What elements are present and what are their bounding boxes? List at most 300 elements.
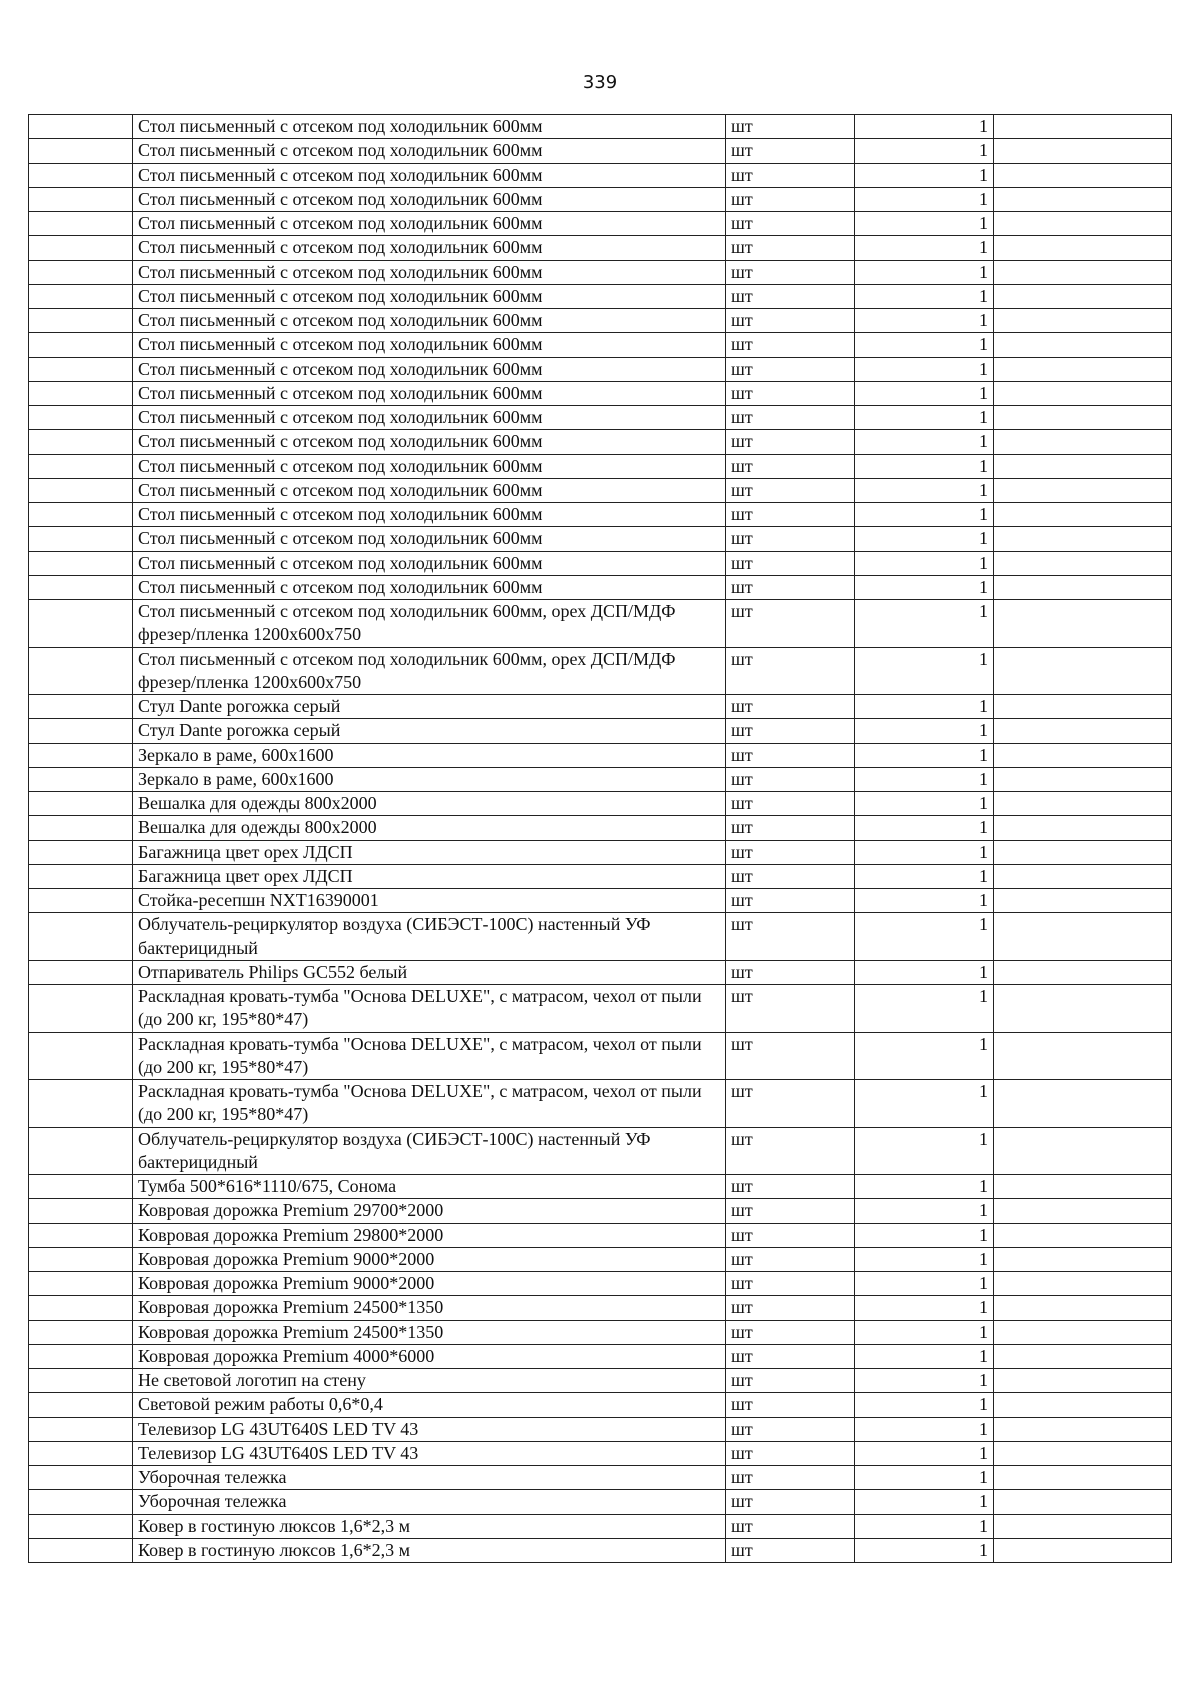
note-cell bbox=[994, 1466, 1172, 1490]
note-cell bbox=[994, 527, 1172, 551]
row-index-cell bbox=[29, 1417, 133, 1441]
item-name-cell: Стол письменный с отсеком под холодильник 600мм bbox=[133, 454, 726, 478]
note-cell bbox=[994, 1514, 1172, 1538]
row-index-cell bbox=[29, 333, 133, 357]
unit-cell: шт bbox=[726, 551, 855, 575]
item-name-cell: Ковер в гостиную люксов 1,6*2,3 м bbox=[133, 1538, 726, 1562]
quantity-cell: 1 bbox=[855, 1175, 994, 1199]
item-name-cell: Стул Dante рогожка серый bbox=[133, 719, 726, 743]
note-cell bbox=[994, 406, 1172, 430]
note-cell bbox=[994, 767, 1172, 791]
table-row bbox=[29, 960, 1172, 984]
table-row bbox=[29, 115, 1172, 139]
table-row bbox=[29, 1080, 1172, 1128]
table-row bbox=[29, 1417, 1172, 1441]
row-index-cell bbox=[29, 767, 133, 791]
quantity-cell: 1 bbox=[855, 1032, 994, 1080]
item-name-cell: Стол письменный с отсеком под холодильник 600мм bbox=[133, 357, 726, 381]
table-row bbox=[29, 1466, 1172, 1490]
table-row bbox=[29, 840, 1172, 864]
row-index-cell bbox=[29, 816, 133, 840]
inventory-table bbox=[28, 114, 1172, 1563]
row-index-cell bbox=[29, 600, 133, 648]
table-row bbox=[29, 1490, 1172, 1514]
table-row bbox=[29, 1320, 1172, 1344]
quantity-cell: 1 bbox=[855, 357, 994, 381]
unit-cell: шт bbox=[726, 816, 855, 840]
note-cell bbox=[994, 260, 1172, 284]
quantity-cell: 1 bbox=[855, 647, 994, 695]
unit-cell: шт bbox=[726, 1127, 855, 1175]
quantity-cell: 1 bbox=[855, 719, 994, 743]
table-row bbox=[29, 503, 1172, 527]
row-index-cell bbox=[29, 454, 133, 478]
item-name-cell: Ковровая дорожка Premium 29700*2000 bbox=[133, 1199, 726, 1223]
note-cell bbox=[994, 1417, 1172, 1441]
table-row bbox=[29, 1199, 1172, 1223]
item-name-cell: Стол письменный с отсеком под холодильник 600мм bbox=[133, 163, 726, 187]
quantity-cell: 1 bbox=[855, 503, 994, 527]
unit-cell: шт bbox=[726, 260, 855, 284]
unit-cell: шт bbox=[726, 1175, 855, 1199]
row-index-cell bbox=[29, 260, 133, 284]
unit-cell: шт bbox=[726, 889, 855, 913]
table-row bbox=[29, 478, 1172, 502]
quantity-cell: 1 bbox=[855, 792, 994, 816]
table-row bbox=[29, 1514, 1172, 1538]
unit-cell: шт bbox=[726, 600, 855, 648]
row-index-cell bbox=[29, 1369, 133, 1393]
quantity-cell: 1 bbox=[855, 260, 994, 284]
note-cell bbox=[994, 1320, 1172, 1344]
table-row bbox=[29, 1441, 1172, 1465]
item-name-cell: Багажница цвет орех ЛДСП bbox=[133, 840, 726, 864]
table-row bbox=[29, 575, 1172, 599]
page-number: 339 bbox=[582, 72, 618, 93]
note-cell bbox=[994, 163, 1172, 187]
table-row bbox=[29, 816, 1172, 840]
item-name-cell: Ковровая дорожка Premium 24500*1350 bbox=[133, 1320, 726, 1344]
table-row bbox=[29, 1127, 1172, 1175]
note-cell bbox=[994, 575, 1172, 599]
item-name-cell: Стул Dante рогожка серый bbox=[133, 695, 726, 719]
item-name-cell: Стол письменный с отсеком под холодильник 600мм, орех ДСП/МДФ фрезер/пленка 1200х600х750 bbox=[133, 647, 726, 695]
unit-cell: шт bbox=[726, 985, 855, 1033]
item-name-cell: Стол письменный с отсеком под холодильник 600мм bbox=[133, 430, 726, 454]
quantity-cell: 1 bbox=[855, 960, 994, 984]
row-index-cell bbox=[29, 792, 133, 816]
note-cell bbox=[994, 284, 1172, 308]
note-cell bbox=[994, 960, 1172, 984]
quantity-cell: 1 bbox=[855, 478, 994, 502]
row-index-cell bbox=[29, 1032, 133, 1080]
table-row bbox=[29, 333, 1172, 357]
table-row bbox=[29, 913, 1172, 961]
unit-cell: шт bbox=[726, 960, 855, 984]
quantity-cell: 1 bbox=[855, 1127, 994, 1175]
quantity-cell: 1 bbox=[855, 985, 994, 1033]
quantity-cell: 1 bbox=[855, 1393, 994, 1417]
item-name-cell: Стол письменный с отсеком под холодильник 600мм bbox=[133, 139, 726, 163]
table-row bbox=[29, 163, 1172, 187]
quantity-cell: 1 bbox=[855, 1199, 994, 1223]
note-cell bbox=[994, 1441, 1172, 1465]
note-cell bbox=[994, 864, 1172, 888]
row-index-cell bbox=[29, 695, 133, 719]
quantity-cell: 1 bbox=[855, 139, 994, 163]
item-name-cell: Вешалка для одежды 800х2000 bbox=[133, 816, 726, 840]
note-cell bbox=[994, 743, 1172, 767]
note-cell bbox=[994, 840, 1172, 864]
unit-cell: шт bbox=[726, 792, 855, 816]
table-row bbox=[29, 527, 1172, 551]
row-index-cell bbox=[29, 115, 133, 139]
note-cell bbox=[994, 115, 1172, 139]
item-name-cell: Стол письменный с отсеком под холодильник 600мм bbox=[133, 551, 726, 575]
item-name-cell: Уборочная тележка bbox=[133, 1466, 726, 1490]
item-name-cell: Раскладная кровать-тумба "Основа DELUXE", с матрасом, чехол от пыли (до 200 кг, 195*80*47) bbox=[133, 985, 726, 1033]
row-index-cell bbox=[29, 478, 133, 502]
note-cell bbox=[994, 333, 1172, 357]
note-cell bbox=[994, 1199, 1172, 1223]
note-cell bbox=[994, 816, 1172, 840]
row-index-cell bbox=[29, 1320, 133, 1344]
unit-cell: шт bbox=[726, 212, 855, 236]
item-name-cell: Облучатель-рециркулятор воздуха (СИБЭСТ-100С) настенный УФ бактерицидный bbox=[133, 913, 726, 961]
table-row bbox=[29, 1296, 1172, 1320]
note-cell bbox=[994, 913, 1172, 961]
table-row bbox=[29, 1393, 1172, 1417]
unit-cell: шт bbox=[726, 719, 855, 743]
unit-cell: шт bbox=[726, 1344, 855, 1368]
note-cell bbox=[994, 1538, 1172, 1562]
item-name-cell: Вешалка для одежды 800х2000 bbox=[133, 792, 726, 816]
item-name-cell: Ковровая дорожка Premium 9000*2000 bbox=[133, 1247, 726, 1271]
quantity-cell: 1 bbox=[855, 695, 994, 719]
note-cell bbox=[994, 454, 1172, 478]
note-cell bbox=[994, 236, 1172, 260]
item-name-cell: Уборочная тележка bbox=[133, 1490, 726, 1514]
row-index-cell bbox=[29, 1175, 133, 1199]
note-cell bbox=[994, 357, 1172, 381]
item-name-cell: Зеркало в раме, 600х1600 bbox=[133, 767, 726, 791]
table-row bbox=[29, 647, 1172, 695]
item-name-cell: Тумба 500*616*1110/675, Сонома bbox=[133, 1175, 726, 1199]
table-row bbox=[29, 1032, 1172, 1080]
row-index-cell bbox=[29, 139, 133, 163]
note-cell bbox=[994, 139, 1172, 163]
item-name-cell: Стол письменный с отсеком под холодильник 600мм bbox=[133, 381, 726, 405]
unit-cell: шт bbox=[726, 647, 855, 695]
unit-cell: шт bbox=[726, 1441, 855, 1465]
row-index-cell bbox=[29, 743, 133, 767]
table-row bbox=[29, 719, 1172, 743]
unit-cell: шт bbox=[726, 284, 855, 308]
table-row bbox=[29, 864, 1172, 888]
quantity-cell: 1 bbox=[855, 889, 994, 913]
item-name-cell: Раскладная кровать-тумба "Основа DELUXE", с матрасом, чехол от пыли (до 200 кг, 195*80*47) bbox=[133, 1032, 726, 1080]
unit-cell: шт bbox=[726, 357, 855, 381]
note-cell bbox=[994, 792, 1172, 816]
table-row bbox=[29, 1223, 1172, 1247]
unit-cell: шт bbox=[726, 406, 855, 430]
row-index-cell bbox=[29, 1344, 133, 1368]
unit-cell: шт bbox=[726, 1247, 855, 1271]
item-name-cell: Ковровая дорожка Premium 24500*1350 bbox=[133, 1296, 726, 1320]
item-name-cell: Облучатель-рециркулятор воздуха (СИБЭСТ-100С) настенный УФ бактерицидный bbox=[133, 1127, 726, 1175]
item-name-cell: Ковровая дорожка Premium 4000*6000 bbox=[133, 1344, 726, 1368]
row-index-cell bbox=[29, 913, 133, 961]
quantity-cell: 1 bbox=[855, 1466, 994, 1490]
unit-cell: шт bbox=[726, 1490, 855, 1514]
unit-cell: шт bbox=[726, 1199, 855, 1223]
unit-cell: шт bbox=[726, 1466, 855, 1490]
unit-cell: шт bbox=[726, 1223, 855, 1247]
row-index-cell bbox=[29, 527, 133, 551]
note-cell bbox=[994, 1490, 1172, 1514]
table-row bbox=[29, 743, 1172, 767]
row-index-cell bbox=[29, 1296, 133, 1320]
row-index-cell bbox=[29, 985, 133, 1033]
unit-cell: шт bbox=[726, 864, 855, 888]
note-cell bbox=[994, 1272, 1172, 1296]
unit-cell: шт bbox=[726, 333, 855, 357]
row-index-cell bbox=[29, 1490, 133, 1514]
quantity-cell: 1 bbox=[855, 840, 994, 864]
table-row bbox=[29, 430, 1172, 454]
quantity-cell: 1 bbox=[855, 1344, 994, 1368]
quantity-cell: 1 bbox=[855, 1514, 994, 1538]
row-index-cell bbox=[29, 647, 133, 695]
item-name-cell: Зеркало в раме, 600х1600 bbox=[133, 743, 726, 767]
unit-cell: шт bbox=[726, 1080, 855, 1128]
table-row bbox=[29, 454, 1172, 478]
quantity-cell: 1 bbox=[855, 1223, 994, 1247]
row-index-cell bbox=[29, 1538, 133, 1562]
unit-cell: шт bbox=[726, 1032, 855, 1080]
note-cell bbox=[994, 430, 1172, 454]
note-cell bbox=[994, 1369, 1172, 1393]
row-index-cell bbox=[29, 889, 133, 913]
note-cell bbox=[994, 1080, 1172, 1128]
quantity-cell: 1 bbox=[855, 1369, 994, 1393]
unit-cell: шт bbox=[726, 743, 855, 767]
table-row bbox=[29, 695, 1172, 719]
quantity-cell: 1 bbox=[855, 743, 994, 767]
row-index-cell bbox=[29, 1466, 133, 1490]
unit-cell: шт bbox=[726, 913, 855, 961]
unit-cell: шт bbox=[726, 1296, 855, 1320]
quantity-cell: 1 bbox=[855, 309, 994, 333]
note-cell bbox=[994, 1032, 1172, 1080]
table-row bbox=[29, 985, 1172, 1033]
item-name-cell: Стол письменный с отсеком под холодильник 600мм bbox=[133, 503, 726, 527]
row-index-cell bbox=[29, 1199, 133, 1223]
item-name-cell: Ковровая дорожка Premium 9000*2000 bbox=[133, 1272, 726, 1296]
row-index-cell bbox=[29, 840, 133, 864]
quantity-cell: 1 bbox=[855, 1441, 994, 1465]
unit-cell: шт bbox=[726, 236, 855, 260]
row-index-cell bbox=[29, 1080, 133, 1128]
quantity-cell: 1 bbox=[855, 381, 994, 405]
quantity-cell: 1 bbox=[855, 236, 994, 260]
item-name-cell: Телевизор LG 43UT640S LED TV 43 bbox=[133, 1417, 726, 1441]
row-index-cell bbox=[29, 1514, 133, 1538]
note-cell bbox=[994, 309, 1172, 333]
quantity-cell: 1 bbox=[855, 1417, 994, 1441]
row-index-cell bbox=[29, 163, 133, 187]
row-index-cell bbox=[29, 1223, 133, 1247]
unit-cell: шт bbox=[726, 503, 855, 527]
unit-cell: шт bbox=[726, 695, 855, 719]
quantity-cell: 1 bbox=[855, 406, 994, 430]
row-index-cell bbox=[29, 212, 133, 236]
quantity-cell: 1 bbox=[855, 212, 994, 236]
row-index-cell bbox=[29, 406, 133, 430]
item-name-cell: Багажница цвет орех ЛДСП bbox=[133, 864, 726, 888]
item-name-cell: Стол письменный с отсеком под холодильник 600мм, орех ДСП/МДФ фрезер/пленка 1200х600х750 bbox=[133, 600, 726, 648]
item-name-cell: Световой режим работы 0,6*0,4 bbox=[133, 1393, 726, 1417]
item-name-cell: Стойка-ресепшн NXT16390001 bbox=[133, 889, 726, 913]
row-index-cell bbox=[29, 187, 133, 211]
quantity-cell: 1 bbox=[855, 1320, 994, 1344]
row-index-cell bbox=[29, 1247, 133, 1271]
unit-cell: шт bbox=[726, 115, 855, 139]
item-name-cell: Стол письменный с отсеком под холодильник 600мм bbox=[133, 478, 726, 502]
table-row bbox=[29, 1538, 1172, 1562]
item-name-cell: Телевизор LG 43UT640S LED TV 43 bbox=[133, 1441, 726, 1465]
quantity-cell: 1 bbox=[855, 864, 994, 888]
quantity-cell: 1 bbox=[855, 600, 994, 648]
item-name-cell: Стол письменный с отсеком под холодильник 600мм bbox=[133, 527, 726, 551]
quantity-cell: 1 bbox=[855, 551, 994, 575]
row-index-cell bbox=[29, 503, 133, 527]
item-name-cell: Стол письменный с отсеком под холодильник 600мм bbox=[133, 575, 726, 599]
unit-cell: шт bbox=[726, 1538, 855, 1562]
table-row bbox=[29, 792, 1172, 816]
row-index-cell bbox=[29, 719, 133, 743]
row-index-cell bbox=[29, 1393, 133, 1417]
quantity-cell: 1 bbox=[855, 913, 994, 961]
note-cell bbox=[994, 1296, 1172, 1320]
quantity-cell: 1 bbox=[855, 1247, 994, 1271]
table-row bbox=[29, 309, 1172, 333]
unit-cell: шт bbox=[726, 767, 855, 791]
table-row bbox=[29, 381, 1172, 405]
quantity-cell: 1 bbox=[855, 1490, 994, 1514]
row-index-cell bbox=[29, 357, 133, 381]
unit-cell: шт bbox=[726, 1417, 855, 1441]
unit-cell: шт bbox=[726, 1369, 855, 1393]
table-row bbox=[29, 1272, 1172, 1296]
item-name-cell: Ковер в гостиную люксов 1,6*2,3 м bbox=[133, 1514, 726, 1538]
unit-cell: шт bbox=[726, 1272, 855, 1296]
table-row bbox=[29, 1175, 1172, 1199]
table-row bbox=[29, 1369, 1172, 1393]
note-cell bbox=[994, 719, 1172, 743]
item-name-cell: Ковровая дорожка Premium 29800*2000 bbox=[133, 1223, 726, 1247]
row-index-cell bbox=[29, 284, 133, 308]
unit-cell: шт bbox=[726, 309, 855, 333]
note-cell bbox=[994, 985, 1172, 1033]
quantity-cell: 1 bbox=[855, 1080, 994, 1128]
quantity-cell: 1 bbox=[855, 430, 994, 454]
item-name-cell: Стол письменный с отсеком под холодильник 600мм bbox=[133, 406, 726, 430]
table-row bbox=[29, 236, 1172, 260]
unit-cell: шт bbox=[726, 187, 855, 211]
item-name-cell: Раскладная кровать-тумба "Основа DELUXE", с матрасом, чехол от пыли (до 200 кг, 195*80*47) bbox=[133, 1080, 726, 1128]
table-row bbox=[29, 1247, 1172, 1271]
item-name-cell: Стол письменный с отсеком под холодильник 600мм bbox=[133, 309, 726, 333]
row-index-cell bbox=[29, 864, 133, 888]
quantity-cell: 1 bbox=[855, 575, 994, 599]
unit-cell: шт bbox=[726, 1514, 855, 1538]
item-name-cell: Стол письменный с отсеком под холодильник 600мм bbox=[133, 284, 726, 308]
note-cell bbox=[994, 600, 1172, 648]
unit-cell: шт bbox=[726, 527, 855, 551]
item-name-cell: Стол письменный с отсеком под холодильник 600мм bbox=[133, 260, 726, 284]
unit-cell: шт bbox=[726, 430, 855, 454]
row-index-cell bbox=[29, 551, 133, 575]
item-name-cell: Стол письменный с отсеком под холодильник 600мм bbox=[133, 115, 726, 139]
note-cell bbox=[994, 478, 1172, 502]
note-cell bbox=[994, 503, 1172, 527]
quantity-cell: 1 bbox=[855, 767, 994, 791]
quantity-cell: 1 bbox=[855, 1538, 994, 1562]
note-cell bbox=[994, 1393, 1172, 1417]
table-row bbox=[29, 767, 1172, 791]
quantity-cell: 1 bbox=[855, 163, 994, 187]
quantity-cell: 1 bbox=[855, 816, 994, 840]
row-index-cell bbox=[29, 1272, 133, 1296]
row-index-cell bbox=[29, 236, 133, 260]
note-cell bbox=[994, 1175, 1172, 1199]
table-row bbox=[29, 600, 1172, 648]
quantity-cell: 1 bbox=[855, 454, 994, 478]
table-row bbox=[29, 1344, 1172, 1368]
note-cell bbox=[994, 1223, 1172, 1247]
item-name-cell: Не световой логотип на стену bbox=[133, 1369, 726, 1393]
item-name-cell: Отпариватель Philips GC552 белый bbox=[133, 960, 726, 984]
note-cell bbox=[994, 1247, 1172, 1271]
item-name-cell: Стол письменный с отсеком под холодильник 600мм bbox=[133, 333, 726, 357]
row-index-cell bbox=[29, 381, 133, 405]
table-row bbox=[29, 284, 1172, 308]
note-cell bbox=[994, 381, 1172, 405]
note-cell bbox=[994, 1127, 1172, 1175]
quantity-cell: 1 bbox=[855, 527, 994, 551]
table-row bbox=[29, 357, 1172, 381]
note-cell bbox=[994, 889, 1172, 913]
note-cell bbox=[994, 551, 1172, 575]
unit-cell: шт bbox=[726, 1393, 855, 1417]
unit-cell: шт bbox=[726, 163, 855, 187]
note-cell bbox=[994, 1344, 1172, 1368]
table-row bbox=[29, 260, 1172, 284]
quantity-cell: 1 bbox=[855, 284, 994, 308]
row-index-cell bbox=[29, 1441, 133, 1465]
table-row bbox=[29, 139, 1172, 163]
quantity-cell: 1 bbox=[855, 333, 994, 357]
row-index-cell bbox=[29, 430, 133, 454]
unit-cell: шт bbox=[726, 454, 855, 478]
note-cell bbox=[994, 695, 1172, 719]
item-name-cell: Стол письменный с отсеком под холодильник 600мм bbox=[133, 236, 726, 260]
unit-cell: шт bbox=[726, 840, 855, 864]
item-name-cell: Стол письменный с отсеком под холодильник 600мм bbox=[133, 187, 726, 211]
quantity-cell: 1 bbox=[855, 187, 994, 211]
note-cell bbox=[994, 212, 1172, 236]
